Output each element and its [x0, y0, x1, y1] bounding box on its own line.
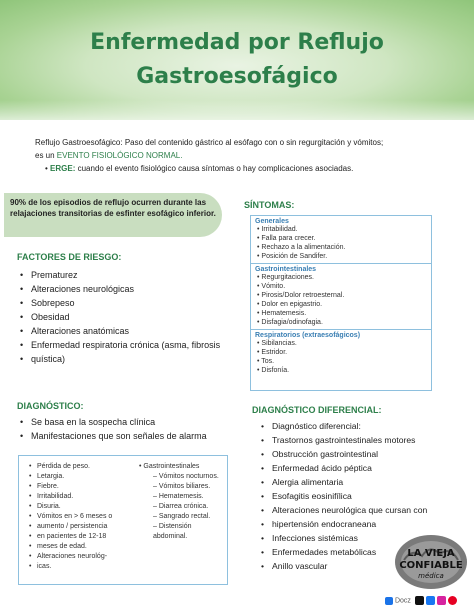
- list-item: • Irritabilidad.: [257, 225, 431, 234]
- erge-label: ERGE:: [50, 164, 76, 173]
- list-item: • Alteraciones neurológica que cursan con: [258, 503, 463, 517]
- diagnostico-list: [17, 415, 247, 443]
- diferencial-heading: DIAGNÓSTICO DIFERENCIAL:: [252, 405, 382, 415]
- list-item: – Hematemesis.: [153, 493, 204, 500]
- list-item-text: Vómitos nocturnos.: [158, 473, 219, 480]
- tiktok-icon[interactable]: [415, 596, 424, 605]
- list-item: • Sobrepeso: [17, 296, 247, 310]
- list-item: • Diagnóstico diferencial:: [258, 419, 463, 433]
- list-item-text: Sangrado rectal.: [158, 513, 211, 520]
- section-title: Gastrointestinales: [255, 266, 317, 273]
- list-item: – Vómitos biliares.: [153, 483, 211, 490]
- list-item: • Alteraciones neurológicas: [17, 282, 247, 296]
- list-item-text: Vómitos biliares.: [158, 483, 211, 490]
- diagnostico-heading: DIAGNÓSTICO:: [17, 401, 84, 411]
- list-item: • Dolor en epigastrio.: [257, 300, 431, 309]
- sintomas-heading: [244, 200, 294, 210]
- list-item-continuation: • hipertensión endocraneana: [258, 517, 463, 531]
- list-item: – Diarrea crónica.: [153, 503, 209, 510]
- list-item-continuation: • icas.: [29, 562, 127, 572]
- list-item: • Letargia.: [29, 472, 127, 482]
- list-item: • Disfagia/odinofagia.: [257, 318, 431, 327]
- list-item: • Manifestaciones que son señales de alarma: [17, 429, 247, 443]
- list-item: • Pérdida de peso.: [29, 462, 127, 472]
- list-item: • Tos.: [257, 357, 431, 366]
- list-item: • Vómito.: [257, 282, 431, 291]
- list-item: • Falla para crecer.: [257, 234, 431, 243]
- list-item: – Distensión abdominal.: [153, 523, 192, 540]
- sintomas-generales: [251, 216, 431, 264]
- footer-brand[interactable]: Docz: [394, 597, 411, 605]
- alarma-box: [18, 455, 228, 585]
- sintomas-gastrointestinales: [251, 264, 431, 330]
- intro-line2: [35, 149, 455, 162]
- list-item: • Vómitos en > 6 meses o: [29, 512, 127, 522]
- logo-line1: LA VIEJA: [407, 548, 455, 559]
- alarma-col-gastro: [139, 462, 227, 542]
- docz-icon[interactable]: [385, 597, 393, 605]
- list-item: • Esofagitis eosinifílica: [258, 489, 463, 503]
- list-item: • Rechazo a la alimentación.: [257, 243, 431, 252]
- alarma-gastro-title-text: Gastrointestinales: [143, 463, 200, 470]
- reflux-fact-callout: 90% de los episodios de reflujo ocurren durante las relajaciones transitorias de esfinter esofágico inferior.: [4, 193, 222, 237]
- list-item: • Trastornos gastrointestinales motores: [258, 433, 463, 447]
- list-item: • Alergia alimentaria: [258, 475, 463, 489]
- section-title: Respiratorios (extraesofágicos): [255, 332, 361, 339]
- page-title-line2: Gastroesofágico: [136, 64, 338, 89]
- list-item: • Pirosis/Dolor retroesternal.: [257, 291, 431, 300]
- list-item: • Infecciones sistémicas: [258, 531, 463, 545]
- sintomas-panel: [250, 215, 432, 391]
- footer: [385, 596, 457, 605]
- list-item: • Irritabilidad.: [29, 492, 127, 502]
- header-fade: [0, 100, 474, 130]
- pinterest-icon[interactable]: [448, 596, 457, 605]
- evento-normal-highlight: EVENTO FISIOLÓGICO NORMAL.: [56, 151, 183, 160]
- list-item: • Enfermedad respiratoria crónica (asma, fibrosis: [17, 338, 247, 352]
- list-item: • Se basa en la sospecha clínica: [17, 415, 247, 429]
- section-title: Generales: [255, 218, 289, 225]
- list-item: • Enfermedad ácido péptica: [258, 461, 463, 475]
- brand-logo: [392, 532, 470, 594]
- logo-line3: médica: [418, 572, 444, 580]
- list-item: • Obesidad: [17, 310, 247, 324]
- page-title-line1: Enfermedad por Reflujo: [90, 30, 384, 55]
- list-item-continuation: • quística): [17, 352, 247, 366]
- list-item: • Anillo vascular: [258, 559, 463, 573]
- list-item: • Alteraciones anatómicas: [17, 324, 247, 338]
- intro-prefix: es un: [35, 151, 57, 160]
- list-item-text: Distensión abdominal.: [153, 523, 192, 540]
- list-item: • Obstrucción gastrointestinal: [258, 447, 463, 461]
- list-item: • Posición de Sandifer.: [257, 252, 431, 261]
- list-item: • Sibilancias.: [257, 339, 431, 348]
- list-item-continuation: • en pacientes de 12-18: [29, 532, 127, 542]
- list-item: • Estridor.: [257, 348, 431, 357]
- list-item: – Sangrado rectal.: [153, 513, 211, 520]
- list-item: • Enfermedades metabólicas: [258, 545, 463, 559]
- factores-heading: FACTORES DE RIESGO:: [17, 252, 122, 262]
- logo-line2: CONFIABLE: [399, 560, 463, 571]
- facebook-icon[interactable]: [426, 596, 435, 605]
- list-item-text: Diarrea crónica.: [158, 503, 209, 510]
- intro-text: [35, 136, 455, 175]
- list-item-continuation: • aumento / persistencia: [29, 522, 127, 532]
- sintomas-heading-text: SÍNTOMAS:: [244, 200, 295, 210]
- list-item: – Vómitos nocturnos.: [153, 473, 219, 480]
- sintomas-respiratorios: [251, 330, 431, 377]
- list-item: • Hematemesis.: [257, 309, 431, 318]
- alarma-gastro-title: • Gastrointestinales: [139, 463, 200, 470]
- instagram-icon[interactable]: [437, 596, 446, 605]
- alarma-col-general: [29, 462, 127, 572]
- list-item-continuation: • meses de edad.: [29, 542, 127, 552]
- list-item: • Alteraciones neurológ-: [29, 552, 127, 562]
- list-item: • Fiebre.: [29, 482, 127, 492]
- erge-definition: • ERGE: cuando el evento fisiológico causa síntomas o hay complicaciones asociadas.: [45, 164, 354, 173]
- factores-list: [17, 268, 247, 366]
- erge-text: cuando el evento fisiológico causa síntomas o hay complicaciones asociadas.: [75, 164, 354, 173]
- list-item: • Prematurez: [17, 268, 247, 282]
- list-item: • Regurgitaciones.: [257, 273, 431, 282]
- intro-line1: Reflujo Gastroesofágico: Paso del contenido gástrico al esófago con o sin regurgitación y vómitos;: [35, 138, 384, 147]
- list-item: • Disuria.: [29, 502, 127, 512]
- list-item-text: Hematemesis.: [158, 493, 204, 500]
- list-item: • Disfonía.: [257, 366, 431, 375]
